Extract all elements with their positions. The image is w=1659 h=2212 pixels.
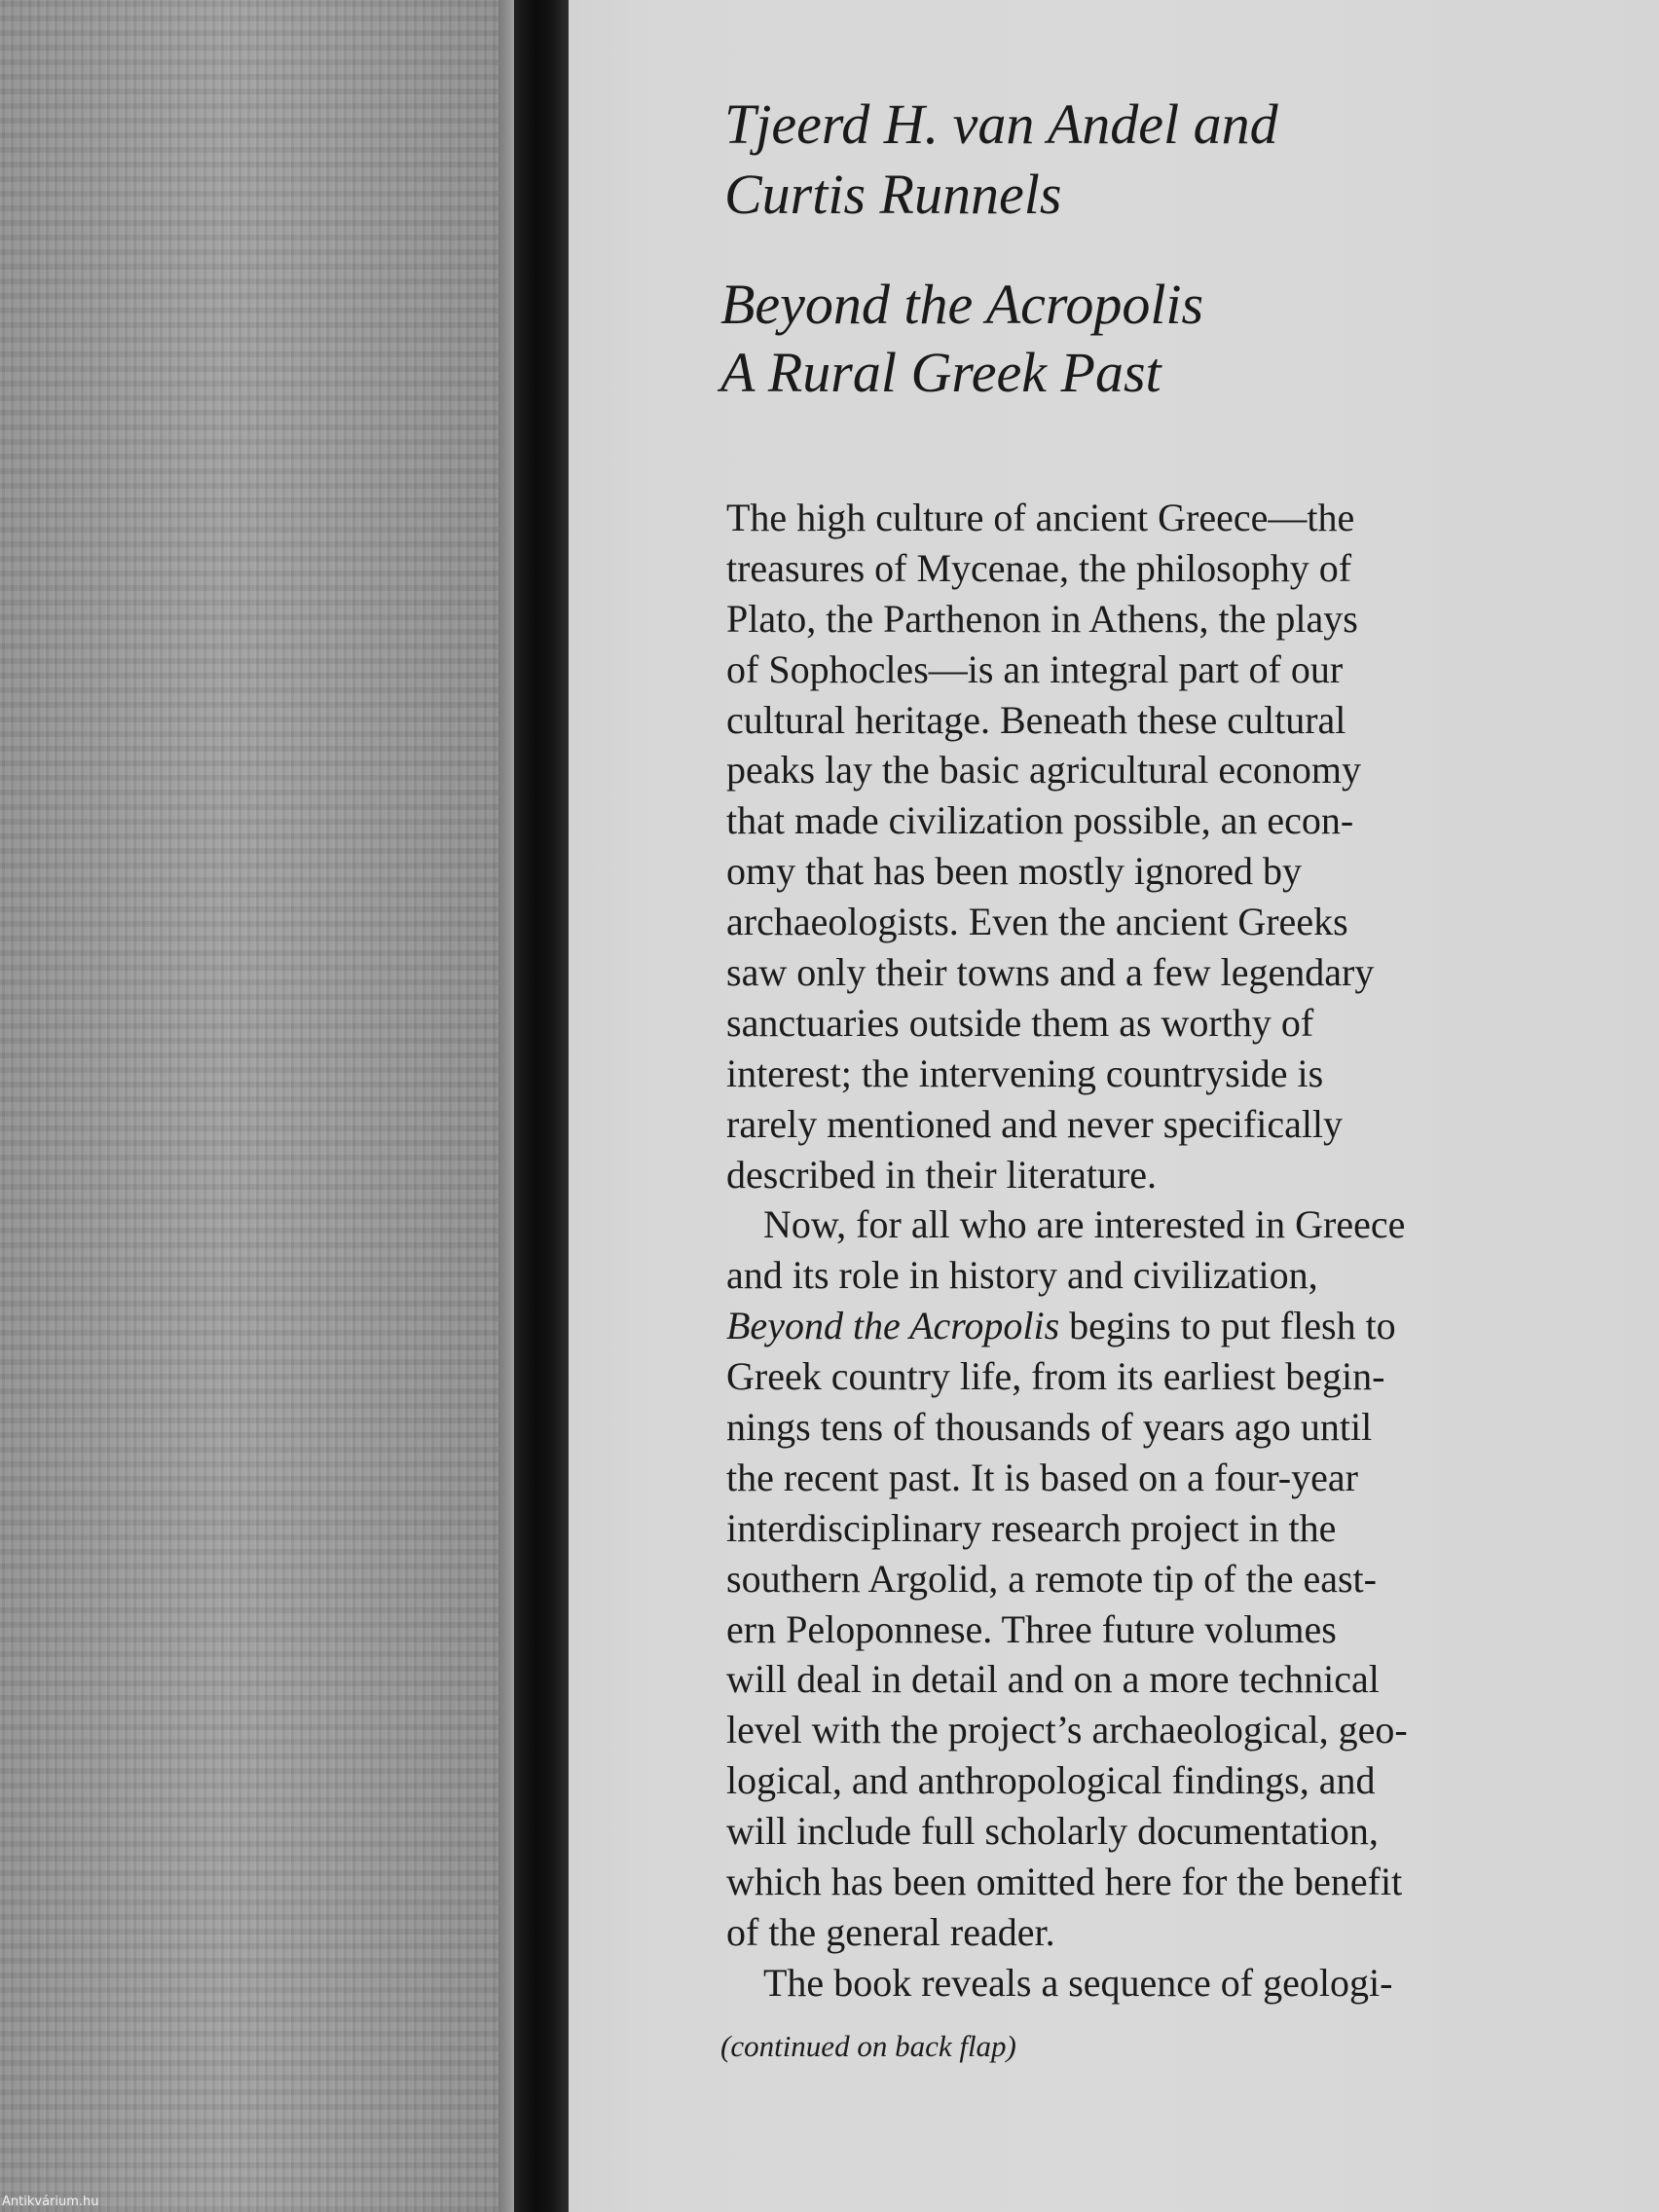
- text-line: that made civilization possible, an econ-: [726, 798, 1354, 843]
- text-line: will deal in detail and on a more technical: [726, 1657, 1380, 1702]
- cover-board-edge: [498, 0, 514, 2212]
- text-line: The high culture of ancient Greece—the: [726, 496, 1355, 539]
- text-line: treasures of Mycenae, the philosophy of: [726, 545, 1352, 590]
- text-line: will include full scholarly documentation,: [726, 1809, 1379, 1854]
- text-line: interest; the intervening countryside is: [726, 1051, 1324, 1095]
- site-watermark: Antikvárium.hu: [2, 2194, 99, 2209]
- paragraph-2: [726, 1199, 1447, 1957]
- text-line: and its role in history and civilization,: [726, 1253, 1318, 1298]
- text-line: described in their literature.: [726, 1152, 1158, 1197]
- text-line: southern Argolid, a remote tip of the east-: [726, 1556, 1377, 1601]
- text-line: logical, and anthropological findings, and: [726, 1758, 1376, 1803]
- text-line: level with the project’s archaeological, geo-: [726, 1708, 1408, 1752]
- text-line: nings tens of thousands of years ago until: [726, 1405, 1373, 1450]
- text-line: ern Peloponnese. Three future volumes: [726, 1606, 1337, 1651]
- text-line: interdisciplinary research project in the: [726, 1505, 1337, 1550]
- book-spine-shadow: [514, 0, 569, 2212]
- text-line: of Sophocles—is an integral part of our: [726, 646, 1344, 691]
- flap-description: [726, 493, 1447, 2009]
- text-line: the recent past. It is based on a four-year: [726, 1455, 1358, 1499]
- paragraph-3: [726, 1958, 1447, 2009]
- text-line: cultural heritage. Beneath these cultural: [726, 697, 1346, 742]
- text-line: archaeologists. Even the ancient Greeks: [726, 900, 1348, 944]
- book-title-italic: Beyond the Acropolis: [726, 1304, 1060, 1348]
- text-line: omy that has been mostly ignored by: [726, 849, 1303, 894]
- continued-note: (continued on back flap): [720, 2029, 1016, 2063]
- text-line: peaks lay the basic agricultural economy: [726, 748, 1361, 793]
- text-line: Now, for all who are interested in Greece: [763, 1202, 1406, 1247]
- text-line: sanctuaries outside them as worthy of: [726, 1000, 1314, 1045]
- text-line: of the general reader.: [726, 1909, 1055, 1954]
- author-names: Tjeerd H. van Andel and Curtis Runnels: [724, 92, 1278, 226]
- text-line: which has been omitted here for the benefit: [726, 1860, 1403, 1904]
- wooden-surface-background: [0, 0, 514, 2212]
- paragraph-1: [726, 493, 1447, 1199]
- text-line-rest: begins to put flesh to: [1059, 1304, 1396, 1348]
- text-line: Plato, the Parthenon in Athens, the plays: [726, 596, 1358, 641]
- text-line: Greek country life, from its earliest begin-: [726, 1354, 1385, 1399]
- text-line: [726, 1301, 1447, 1351]
- text-line: saw only their towns and a few legendary: [726, 950, 1375, 995]
- text-line: rarely mentioned and never specifically: [726, 1101, 1344, 1146]
- text-line: The book reveals a sequence of geologi-: [763, 1960, 1393, 2005]
- book-title: Beyond the Acropolis A Rural Greek Past: [720, 273, 1204, 404]
